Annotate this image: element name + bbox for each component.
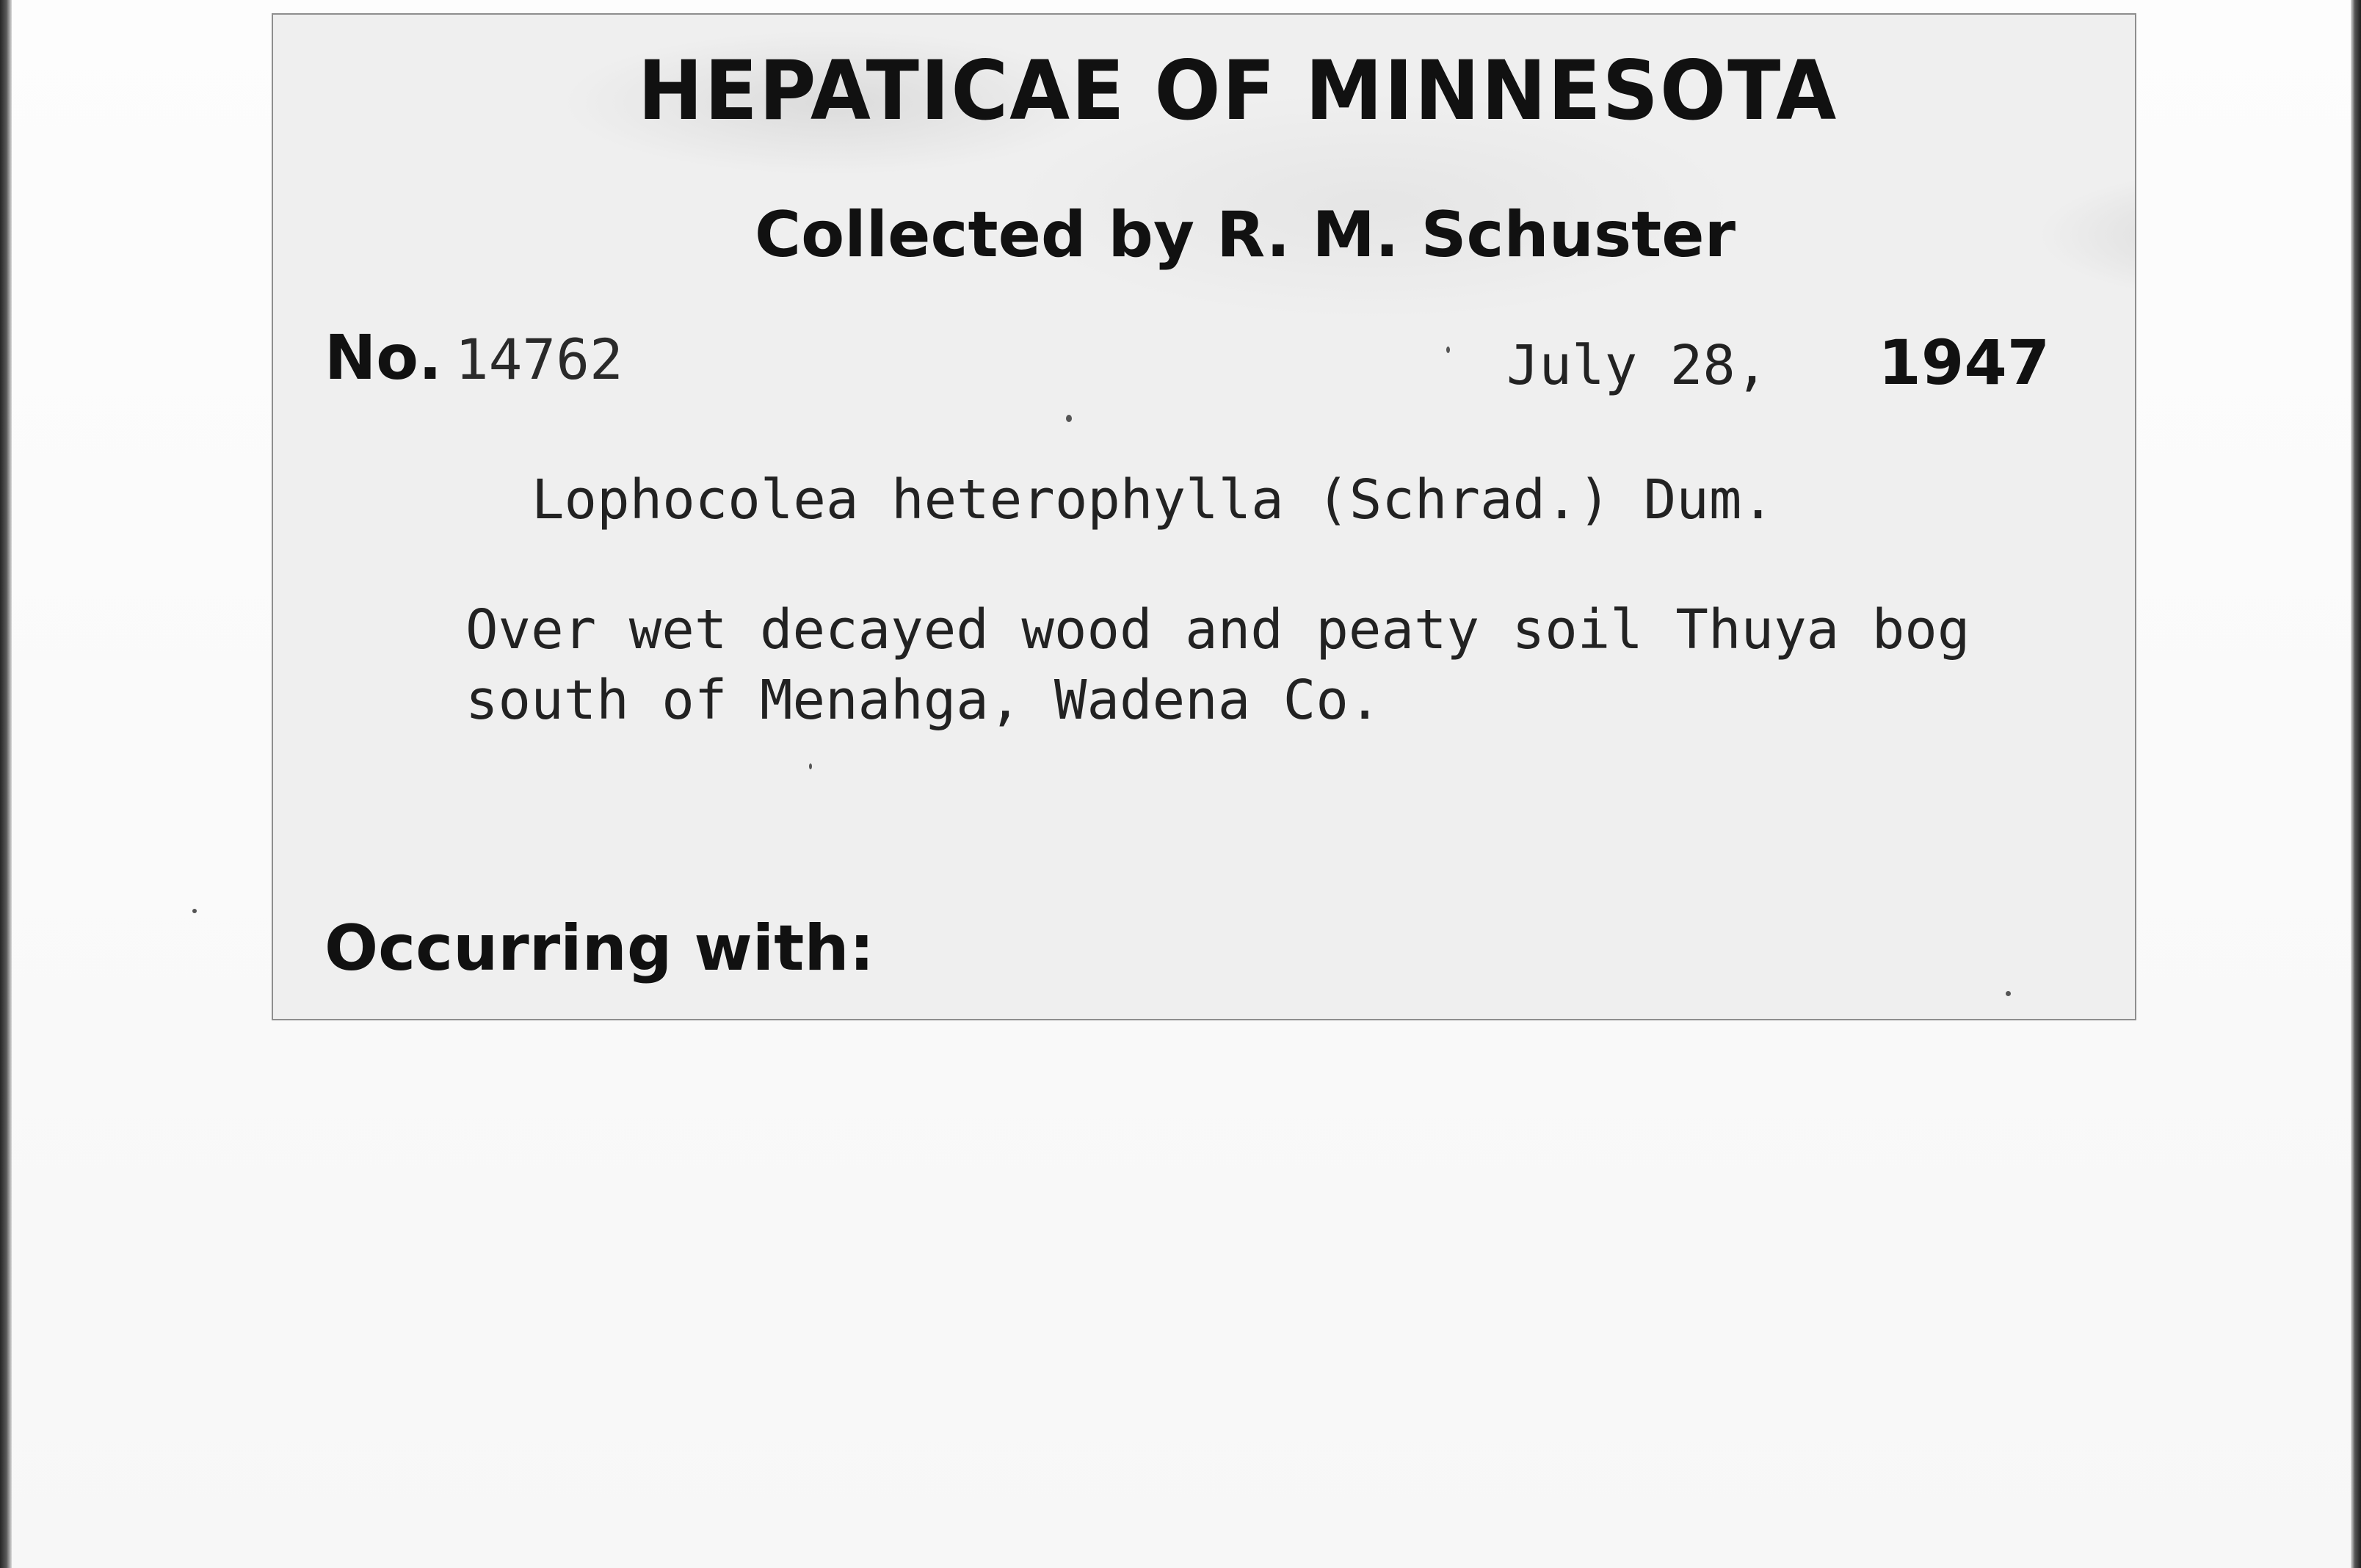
paper-speck [1446, 346, 1450, 353]
occurring-with-heading: Occurring with: [324, 912, 874, 985]
scan-right-border [2351, 0, 2361, 1568]
specimen-number-value: 14762 [454, 327, 623, 392]
habitat-description [465, 595, 2125, 736]
specimen-number-row [324, 322, 623, 393]
specimen-number-label: No. [324, 322, 442, 393]
paper-speck [1066, 415, 1072, 422]
collection-date-year: 1947 [1878, 327, 2050, 399]
paper-speck [2006, 991, 2011, 996]
collection-date-month-day: July 28, [1506, 334, 1769, 397]
collector-line: Collected by R. M. Schuster [755, 198, 1736, 272]
collection-date [1506, 327, 2050, 399]
sheet-speck [192, 909, 197, 913]
habitat-line: south of Menahga, Wadena Co. [465, 669, 1382, 732]
paper-speck [809, 763, 812, 769]
species-name: Lophocolea heterophylla (Schrad.) Dum. [532, 468, 1774, 531]
scan-left-border [0, 0, 12, 1568]
specimen-label [272, 13, 2136, 1020]
habitat-line: Over wet decayed wood and peaty soil Thuya bog [465, 598, 1970, 661]
label-title: HEPATICAE OF MINNESOTA [637, 43, 1838, 139]
